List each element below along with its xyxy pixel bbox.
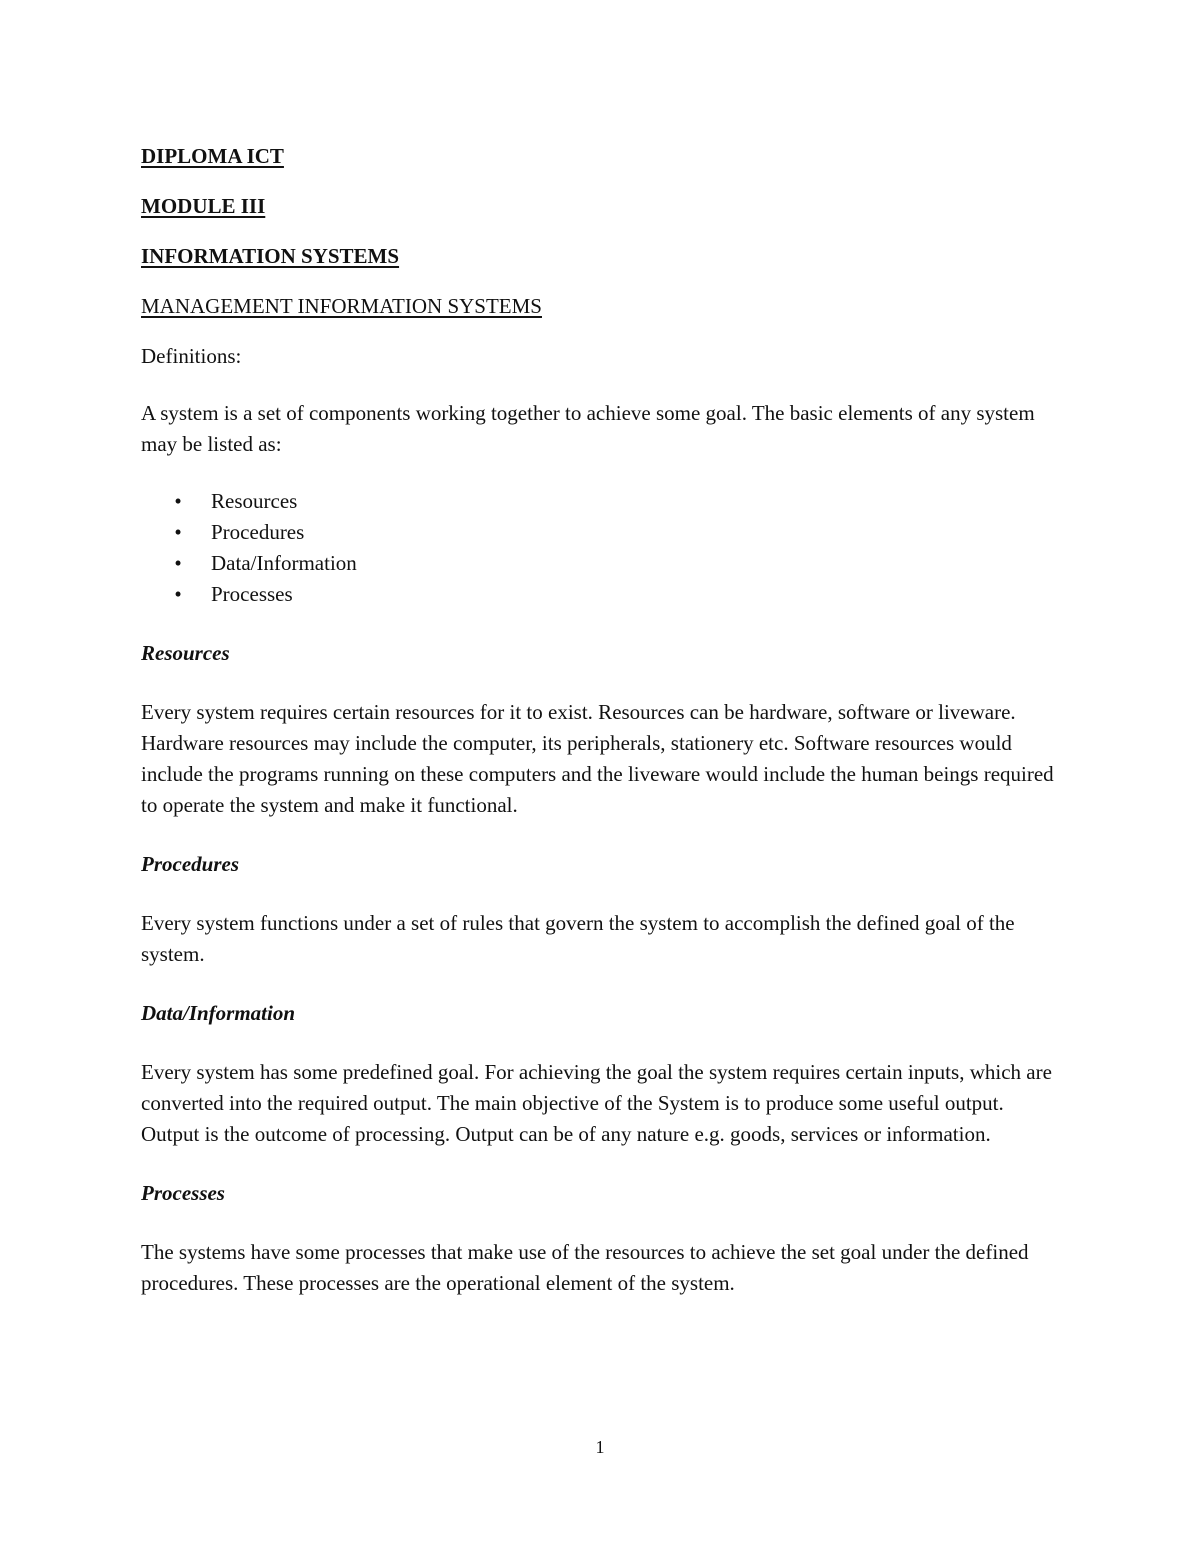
- section-title-processes: Processes: [141, 1181, 225, 1205]
- list-item: [141, 548, 1061, 579]
- bullet-icon: •: [174, 551, 182, 575]
- section-body-processes: The systems have some processes that make use of the resources to achieve the set goal under the defined procedures. These processes are the operational element of the system.: [141, 1240, 1029, 1295]
- list-item: [141, 486, 1061, 517]
- list-item-label: Procedures: [211, 520, 305, 544]
- section-body-procedures: Every system functions under a set of rules that govern the system to accomplish the defined goal of the system.: [141, 911, 1015, 966]
- bullet-icon: •: [174, 520, 182, 544]
- list-item: [141, 517, 1061, 548]
- page-number: 1: [595, 1437, 605, 1457]
- bullet-icon: •: [174, 489, 182, 513]
- course-heading: DIPLOMA ICT: [141, 144, 284, 168]
- bullet-icon: •: [174, 582, 182, 606]
- section-body-resources: Every system requires certain resources for it to exist. Resources can be hardware, software or liveware. Hardware resources may include the computer, its peripherals, stationery etc. Software resources would include the programs running on these computers and the liveware would include the human beings required to operate the system and make it functional.: [141, 700, 1054, 817]
- intro-paragraph: A system is a set of components working together to achieve some goal. The basic elements of any system may be listed as:: [141, 401, 1035, 456]
- page-content: [141, 141, 1061, 1327]
- list-item-label: Resources: [211, 489, 298, 513]
- subject-heading: INFORMATION SYSTEMS: [141, 244, 400, 268]
- section-body-data-information: Every system has some predefined goal. For achieving the goal the system requires certain inputs, which are converted into the required output. The main objective of the System is to produce some useful output. Output is the outcome of processing. Output can be of any nature e.g. goods, services or information.: [141, 1060, 1052, 1146]
- module-heading: MODULE III: [141, 194, 266, 218]
- list-item: [141, 579, 1061, 610]
- section-title-resources: Resources: [141, 641, 230, 665]
- list-item-label: Data/Information: [211, 551, 357, 575]
- definitions-label: Definitions:: [141, 344, 242, 368]
- topic-heading: MANAGEMENT INFORMATION SYSTEMS: [141, 294, 542, 318]
- list-item-label: Processes: [211, 582, 293, 606]
- section-title-procedures: Procedures: [141, 852, 239, 876]
- elements-list: [141, 486, 1061, 610]
- section-title-data-information: Data/Information: [141, 1001, 296, 1025]
